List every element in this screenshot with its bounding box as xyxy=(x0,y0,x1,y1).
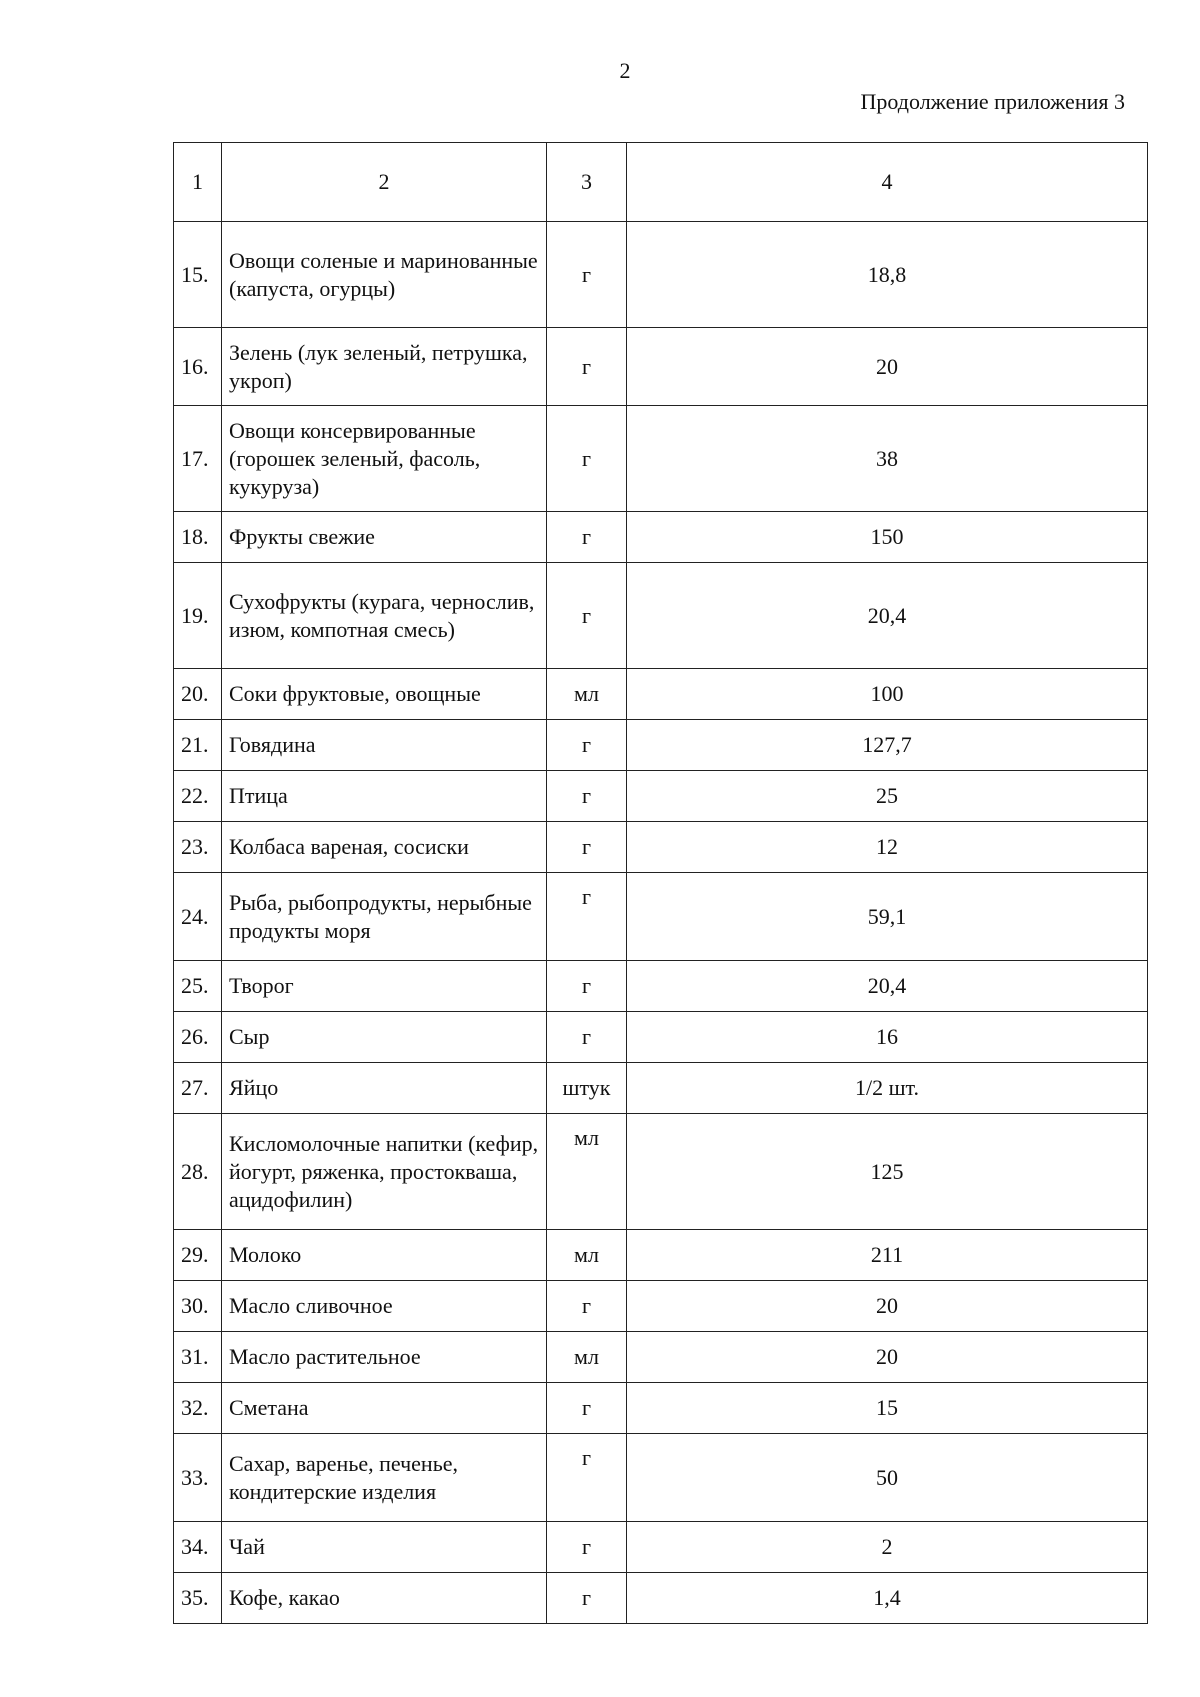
header-cell: 4 xyxy=(627,143,1148,222)
table-row xyxy=(174,512,1148,563)
unit-cell: г xyxy=(547,873,627,961)
header-cell: 2 xyxy=(222,143,547,222)
row-number: 22. xyxy=(174,771,222,822)
norm-cell: 20 xyxy=(627,1281,1148,1332)
product-name: Сметана xyxy=(222,1383,547,1434)
row-number: 18. xyxy=(174,512,222,563)
norm-cell: 15 xyxy=(627,1383,1148,1434)
ration-table xyxy=(173,142,1148,1624)
norm-cell: 20,4 xyxy=(627,563,1148,669)
row-number: 21. xyxy=(174,720,222,771)
norm-cell: 16 xyxy=(627,1012,1148,1063)
table-row xyxy=(174,669,1148,720)
product-name: Овощи соленые и маринованные (капуста, огурцы) xyxy=(222,222,547,328)
norm-cell: 20,4 xyxy=(627,961,1148,1012)
page-number: 2 xyxy=(619,58,631,83)
continuation-label: Продолжение приложения 3 xyxy=(860,89,1125,114)
norm-cell: 38 xyxy=(627,406,1148,512)
table-row xyxy=(174,1332,1148,1383)
table-row xyxy=(174,406,1148,512)
table-row xyxy=(174,328,1148,406)
row-number: 34. xyxy=(174,1522,222,1573)
table-row xyxy=(174,222,1148,328)
unit-cell: г xyxy=(547,222,627,328)
unit-cell: г xyxy=(547,961,627,1012)
product-name: Зелень (лук зеленый, петрушка, укроп) xyxy=(222,328,547,406)
product-name: Кисломолочные напитки (кефир, йогурт, ряженка, простокваша, ацидофилин) xyxy=(222,1114,547,1230)
unit-cell: мл xyxy=(547,1114,627,1230)
unit-cell: мл xyxy=(547,1332,627,1383)
product-name: Масло растительное xyxy=(222,1332,547,1383)
row-number: 28. xyxy=(174,1114,222,1230)
product-name: Яйцо xyxy=(222,1063,547,1114)
unit-cell: г xyxy=(547,1012,627,1063)
unit-cell: г xyxy=(547,1281,627,1332)
table-row xyxy=(174,1230,1148,1281)
product-name: Сыр xyxy=(222,1012,547,1063)
norm-cell: 1,4 xyxy=(627,1573,1148,1624)
row-number: 33. xyxy=(174,1434,222,1522)
product-name: Птица xyxy=(222,771,547,822)
row-number: 23. xyxy=(174,822,222,873)
product-name: Молоко xyxy=(222,1230,547,1281)
product-name: Фрукты свежие xyxy=(222,512,547,563)
row-number: 16. xyxy=(174,328,222,406)
unit-cell: г xyxy=(547,406,627,512)
norm-cell: 25 xyxy=(627,771,1148,822)
row-number: 24. xyxy=(174,873,222,961)
norm-cell: 125 xyxy=(627,1114,1148,1230)
row-number: 35. xyxy=(174,1573,222,1624)
unit-cell: г xyxy=(547,822,627,873)
table-row xyxy=(174,720,1148,771)
table-row xyxy=(174,1383,1148,1434)
table-row xyxy=(174,1434,1148,1522)
product-name: Кофе, какао xyxy=(222,1573,547,1624)
table-row xyxy=(174,771,1148,822)
table-row xyxy=(174,822,1148,873)
product-name: Рыба, рыбопродукты, нерыбные продукты моря xyxy=(222,873,547,961)
norm-cell: 20 xyxy=(627,1332,1148,1383)
unit-cell: штук xyxy=(547,1063,627,1114)
row-number: 26. xyxy=(174,1012,222,1063)
unit-cell: мл xyxy=(547,669,627,720)
unit-cell: г xyxy=(547,512,627,563)
product-name: Сахар, варенье, печенье, кондитерские изделия xyxy=(222,1434,547,1522)
product-name: Масло сливочное xyxy=(222,1281,547,1332)
unit-cell: г xyxy=(547,1383,627,1434)
table-row xyxy=(174,1573,1148,1624)
norm-cell: 2 xyxy=(627,1522,1148,1573)
row-number: 20. xyxy=(174,669,222,720)
norm-cell: 211 xyxy=(627,1230,1148,1281)
table-row xyxy=(174,1063,1148,1114)
norm-cell: 59,1 xyxy=(627,873,1148,961)
unit-cell: мл xyxy=(547,1230,627,1281)
row-number: 29. xyxy=(174,1230,222,1281)
row-number: 30. xyxy=(174,1281,222,1332)
unit-cell: г xyxy=(547,1573,627,1624)
row-number: 32. xyxy=(174,1383,222,1434)
unit-cell: г xyxy=(547,771,627,822)
product-name: Соки фруктовые, овощные xyxy=(222,669,547,720)
table-row xyxy=(174,1114,1148,1230)
header-cell: 3 xyxy=(547,143,627,222)
table-row xyxy=(174,1522,1148,1573)
product-name: Чай xyxy=(222,1522,547,1573)
table-row xyxy=(174,873,1148,961)
product-name: Творог xyxy=(222,961,547,1012)
row-number: 17. xyxy=(174,406,222,512)
unit-cell: г xyxy=(547,563,627,669)
row-number: 27. xyxy=(174,1063,222,1114)
table-row xyxy=(174,1012,1148,1063)
table-row xyxy=(174,961,1148,1012)
unit-cell: г xyxy=(547,1522,627,1573)
product-name: Овощи консервированные (горошек зеленый, фасоль, кукуруза) xyxy=(222,406,547,512)
header-cell: 1 xyxy=(174,143,222,222)
norm-cell: 1/2 шт. xyxy=(627,1063,1148,1114)
row-number: 19. xyxy=(174,563,222,669)
table-row xyxy=(174,1281,1148,1332)
row-number: 31. xyxy=(174,1332,222,1383)
product-name: Говядина xyxy=(222,720,547,771)
unit-cell: г xyxy=(547,720,627,771)
norm-cell: 20 xyxy=(627,328,1148,406)
norm-cell: 100 xyxy=(627,669,1148,720)
norm-cell: 127,7 xyxy=(627,720,1148,771)
norm-cell: 50 xyxy=(627,1434,1148,1522)
norm-cell: 150 xyxy=(627,512,1148,563)
row-number: 15. xyxy=(174,222,222,328)
product-name: Сухофрукты (курага, чернослив, изюм, компотная смесь) xyxy=(222,563,547,669)
table-header-row xyxy=(174,143,1148,222)
unit-cell: г xyxy=(547,328,627,406)
row-number: 25. xyxy=(174,961,222,1012)
table-row xyxy=(174,563,1148,669)
unit-cell: г xyxy=(547,1434,627,1522)
product-name: Колбаса вареная, сосиски xyxy=(222,822,547,873)
norm-cell: 12 xyxy=(627,822,1148,873)
norm-cell: 18,8 xyxy=(627,222,1148,328)
